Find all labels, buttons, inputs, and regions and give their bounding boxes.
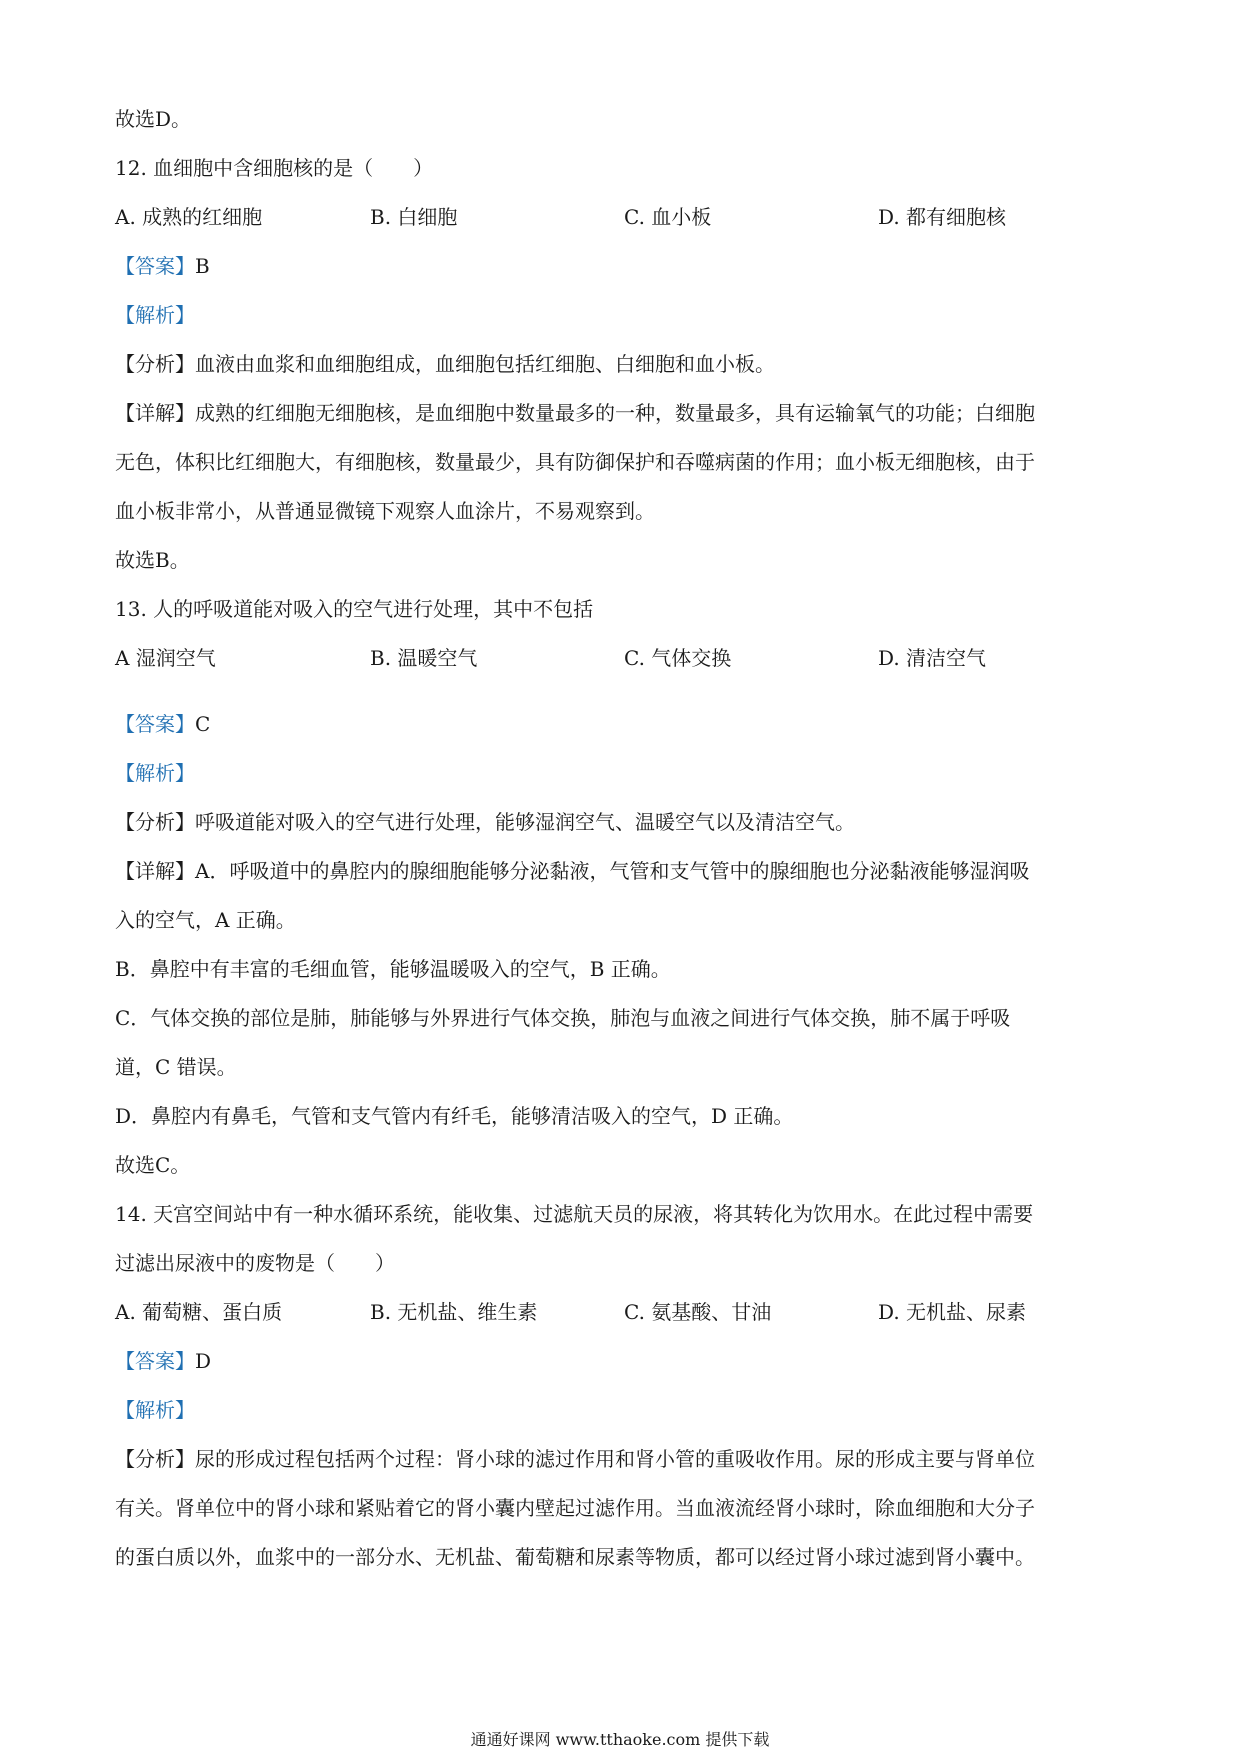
q12-option-b: B. 白细胞: [370, 205, 458, 229]
answer-tag: 【答案】: [115, 254, 195, 278]
q12-detail-line3: 血小板非常小，从普通显微镜下观察人血涂片，不易观察到。: [115, 499, 655, 523]
detail-text: A．呼吸道中的鼻腔内的腺细胞能够分泌黏液，气管和支气管中的腺细胞也分泌黏液能够湿润吸: [195, 859, 1030, 883]
xiangjie-tag: 【详解】: [115, 859, 195, 883]
q13-option-b-explain: B．鼻腔中有丰富的毛细血管，能够温暖吸入的空气，B 正确。: [115, 957, 671, 981]
conclusion-q13: 故选C。: [115, 1153, 191, 1177]
q13-option-a: A 湿润空气: [115, 646, 216, 670]
q13-option-c: C. 气体交换: [624, 646, 732, 670]
q13-jiexi-tag: 【解析】: [115, 761, 195, 785]
q14-analysis: [115, 1446, 1035, 1472]
q14-analysis-line3: 的蛋白质以外，血浆中的一部分水、无机盐、葡萄糖和尿素等物质，都可以经过肾小球过滤到肾小囊中。: [115, 1545, 1035, 1569]
answer-tag: 【答案】: [115, 712, 195, 736]
question-14-line2: 过滤出尿液中的废物是（ ）: [115, 1251, 395, 1275]
q14-option-a: A. 葡萄糖、蛋白质: [115, 1300, 283, 1324]
q13-option-d-explain: D．鼻腔内有鼻毛，气管和支气管内有纤毛，能够清洁吸入的空气，D 正确。: [115, 1104, 794, 1128]
q14-option-b: B. 无机盐、维生素: [370, 1300, 538, 1324]
question-12: 12. 血细胞中含细胞核的是（ ）: [115, 156, 434, 180]
q12-detail-line2: 无色，体积比红细胞大，有细胞核，数量最少，具有防御保护和吞噬病菌的作用；血小板无细胞核，由于: [115, 450, 1035, 474]
q13-option-d: D. 清洁空气: [878, 646, 987, 670]
answer-value: B: [195, 254, 210, 278]
q13-option-c-explain-line2: 道，C 错误。: [115, 1055, 237, 1079]
analysis-text: 呼吸道能对吸入的空气进行处理，能够湿润空气、温暖空气以及清洁空气。: [195, 810, 855, 834]
fenxi-tag: 【分析】: [115, 810, 195, 834]
conclusion-q12: 故选B。: [115, 548, 190, 572]
answer-value: D: [195, 1349, 212, 1373]
q12-detail: [115, 400, 1035, 426]
answer-value: C: [195, 712, 211, 736]
q14-option-d: D. 无机盐、尿素: [878, 1300, 1027, 1324]
q13-detail-line2: 入的空气，A 正确。: [115, 908, 296, 932]
question-14: 14. 天宫空间站中有一种水循环系统，能收集、过滤航天员的尿液，将其转化为饮用水。在此过程中需要: [115, 1202, 1034, 1226]
q14-analysis-line2: 有关。肾单位中的肾小球和紧贴着它的肾小囊内壁起过滤作用。当血液流经肾小球时，除血细胞和大分子: [115, 1496, 1035, 1520]
q14-answer: [115, 1348, 211, 1374]
detail-text: 成熟的红细胞无细胞核，是血细胞中数量最多的一种，数量最多，具有运输氧气的功能；白细胞: [195, 401, 1035, 425]
analysis-text: 尿的形成过程包括两个过程：肾小球的滤过作用和肾小管的重吸收作用。尿的形成主要与肾单位: [195, 1447, 1035, 1471]
q14-jiexi-tag: 【解析】: [115, 1398, 195, 1422]
answer-tag: 【答案】: [115, 1349, 195, 1373]
q12-option-a: A. 成熟的红细胞: [115, 205, 263, 229]
fenxi-tag: 【分析】: [115, 1447, 195, 1471]
conclusion-q11: 故选D。: [115, 107, 192, 131]
xiangjie-tag: 【详解】: [115, 401, 195, 425]
fenxi-tag: 【分析】: [115, 352, 195, 376]
q12-option-d: D. 都有细胞核: [878, 205, 1007, 229]
analysis-text: 血液由血浆和血细胞组成，血细胞包括红细胞、白细胞和血小板。: [195, 352, 775, 376]
q13-option-c-explain: C．气体交换的部位是肺，肺能够与外界进行气体交换，肺泡与血液之间进行气体交换，肺不属于呼吸: [115, 1006, 1011, 1030]
q13-analysis: [115, 809, 855, 835]
footer-watermark: 通通好课网 www.tthaoke.com 提供下载: [470, 1730, 770, 1749]
q13-detail: [115, 858, 1029, 884]
question-13: 13. 人的呼吸道能对吸入的空气进行处理，其中不包括: [115, 597, 594, 621]
q13-answer: [115, 711, 210, 737]
q14-option-c: C. 氨基酸、甘油: [624, 1300, 772, 1324]
q12-answer: [115, 253, 210, 279]
q12-option-c: C. 血小板: [624, 205, 712, 229]
q13-option-b: B. 温暖空气: [370, 646, 478, 670]
q12-jiexi-tag: 【解析】: [115, 303, 195, 327]
q12-analysis: [115, 351, 775, 377]
